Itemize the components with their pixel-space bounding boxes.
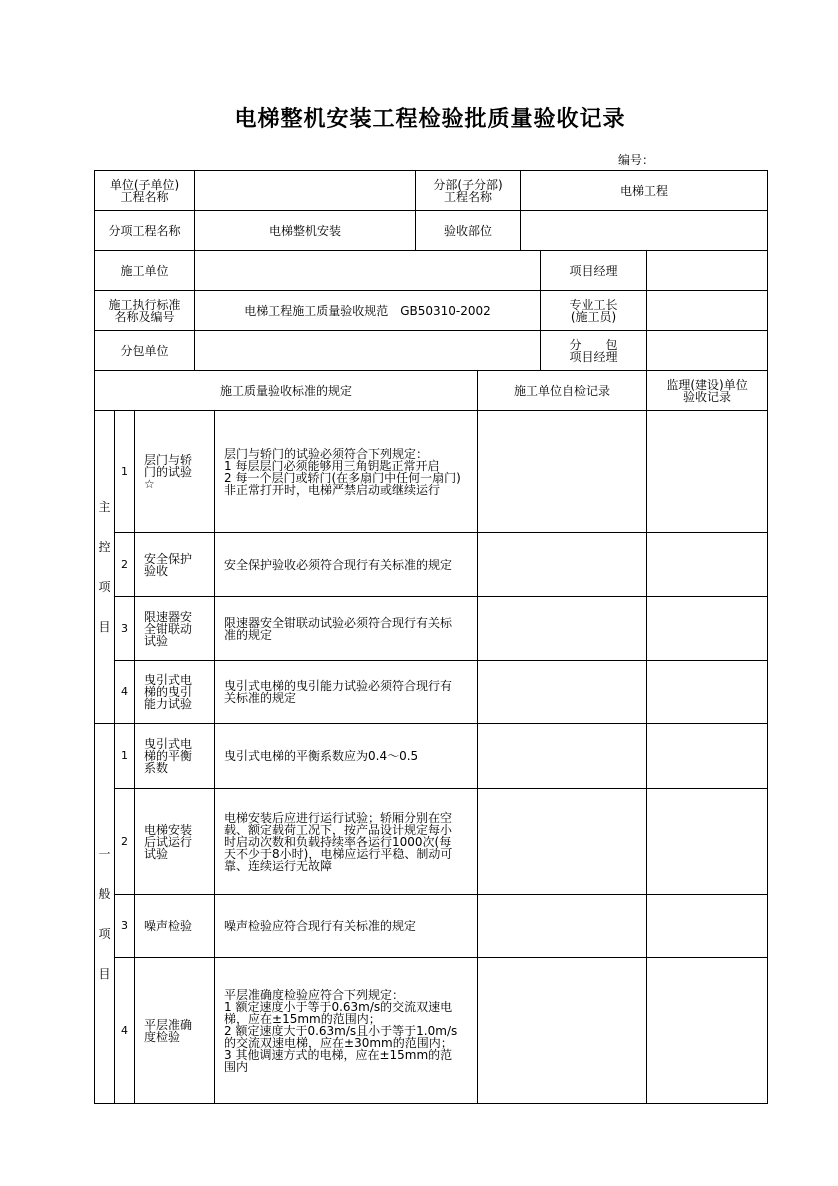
item-name: 曳引式电 梯的平衡 系数 <box>135 724 215 789</box>
sub-value[interactable] <box>195 331 541 371</box>
item-number: 2 <box>115 533 135 597</box>
supervisor-cell[interactable] <box>647 958 768 1104</box>
general-item-row <box>95 895 768 958</box>
item-number: 3 <box>115 597 135 661</box>
self-check-cell[interactable] <box>478 597 647 661</box>
main-item-row <box>95 597 768 661</box>
item-number: 2 <box>115 789 135 895</box>
foreman-value[interactable] <box>647 291 768 331</box>
standard-label: 施工执行标准 名称及编号 <box>95 291 195 331</box>
pm-label: 项目经理 <box>541 251 647 291</box>
item-requirement: 安全保护验收必须符合现行有关标准的规定 <box>215 533 478 597</box>
unit-label: 单位(子单位) 工程名称 <box>95 171 195 211</box>
supervisor-cell[interactable] <box>647 411 768 533</box>
item-number: 3 <box>115 895 135 958</box>
main-item-row <box>95 533 768 597</box>
division-label: 分部(子分部) 工程名称 <box>416 171 521 211</box>
item-name: 电梯安装 后试运行 试验 <box>135 789 215 895</box>
item-name: 噪声检验 <box>135 895 215 958</box>
subitem-label: 分项工程名称 <box>95 211 195 251</box>
general-item-row <box>95 958 768 1104</box>
item-requirement: 层门与轿门的试验必须符合下列规定： 1 每层层门必须能够用三角钥匙正常开启 2 每一个层门或轿门(在多扇门中任何一扇门)非正常打开时，电梯严禁启动或继续运行 <box>215 411 478 533</box>
general-item-row <box>95 789 768 895</box>
part-value[interactable] <box>521 211 768 251</box>
self-check-cell[interactable] <box>478 661 647 724</box>
main-item-row <box>95 411 768 533</box>
item-requirement: 电梯安装后应进行运行试验；轿厢分别在空载、额定载荷工况下，按产品设计规定每小时启动次数和负载持续率各运行1000次(每天不少于8小时)，电梯应运行平稳、制动可靠、连续运行无故障 <box>215 789 478 895</box>
spec-column-header: 施工质量验收标准的规定 <box>95 371 478 411</box>
item-name: 层门与轿 门的试验 ☆ <box>135 411 215 533</box>
item-number: 1 <box>115 411 135 533</box>
general-item-row <box>95 724 768 789</box>
pm-value[interactable] <box>647 251 768 291</box>
unit-value[interactable] <box>195 171 416 211</box>
item-requirement: 噪声检验应符合现行有关标准的规定 <box>215 895 478 958</box>
general-category-label: 一 般 项 目 <box>95 724 115 1104</box>
item-number: 4 <box>115 661 135 724</box>
standard-value[interactable]: 电梯工程施工质量验收规范 GB50310-2002 <box>195 291 541 331</box>
item-requirement: 曳引式电梯的曳引能力试验必须符合现行有关标准的规定 <box>215 661 478 724</box>
inspection-record-table <box>94 170 768 1104</box>
item-requirement: 平层准确度检验应符合下列规定： 1 额定速度小于等于0.63m/s的交流双速电梯，应在±15mm的范围内； 2 额定速度大于0.63m/s且小于等于1.0m/s的交流双速电梯，应在±30mm的范围内； 3 其他调速方式的电梯，应在±15mm的范围内 <box>215 958 478 1104</box>
supervisor-column-header: 监理(建设)单位 验收记录 <box>647 371 768 411</box>
contractor-label: 施工单位 <box>95 251 195 291</box>
self-check-cell[interactable] <box>478 789 647 895</box>
main-item-row <box>95 661 768 724</box>
self-check-cell[interactable] <box>478 895 647 958</box>
supervisor-cell[interactable] <box>647 895 768 958</box>
main-category-label: 主 控 项 目 <box>95 411 115 724</box>
item-requirement: 限速器安全钳联动试验必须符合现行有关标准的规定 <box>215 597 478 661</box>
item-requirement: 曳引式电梯的平衡系数应为0.4～0.5 <box>215 724 478 789</box>
item-name: 安全保护 验收 <box>135 533 215 597</box>
self-check-cell[interactable] <box>478 411 647 533</box>
supervisor-cell[interactable] <box>647 789 768 895</box>
self-check-cell[interactable] <box>478 724 647 789</box>
contractor-value[interactable] <box>195 251 541 291</box>
code-label: 编号： <box>618 153 655 167</box>
supervisor-cell[interactable] <box>647 533 768 597</box>
item-number: 1 <box>115 724 135 789</box>
item-name: 曳引式电 梯的曳引 能力试验 <box>135 661 215 724</box>
sub-label: 分包单位 <box>95 331 195 371</box>
division-value[interactable]: 电梯工程 <box>521 171 768 211</box>
supervisor-cell[interactable] <box>647 724 768 789</box>
part-label: 验收部位 <box>416 211 521 251</box>
page-title: 电梯整机安装工程检验批质量验收记录 <box>234 107 626 132</box>
subitem-value[interactable]: 电梯整机安装 <box>195 211 416 251</box>
sub-pm-label: 分 包 项目经理 <box>541 331 647 371</box>
item-name: 平层准确 度检验 <box>135 958 215 1104</box>
supervisor-cell[interactable] <box>647 661 768 724</box>
sub-pm-value[interactable] <box>647 331 768 371</box>
supervisor-cell[interactable] <box>647 597 768 661</box>
item-number: 4 <box>115 958 135 1104</box>
self-check-column-header: 施工单位自检记录 <box>478 371 647 411</box>
self-check-cell[interactable] <box>478 533 647 597</box>
self-check-cell[interactable] <box>478 958 647 1104</box>
foreman-label: 专业工长 (施工员) <box>541 291 647 331</box>
item-name: 限速器安 全钳联动 试验 <box>135 597 215 661</box>
